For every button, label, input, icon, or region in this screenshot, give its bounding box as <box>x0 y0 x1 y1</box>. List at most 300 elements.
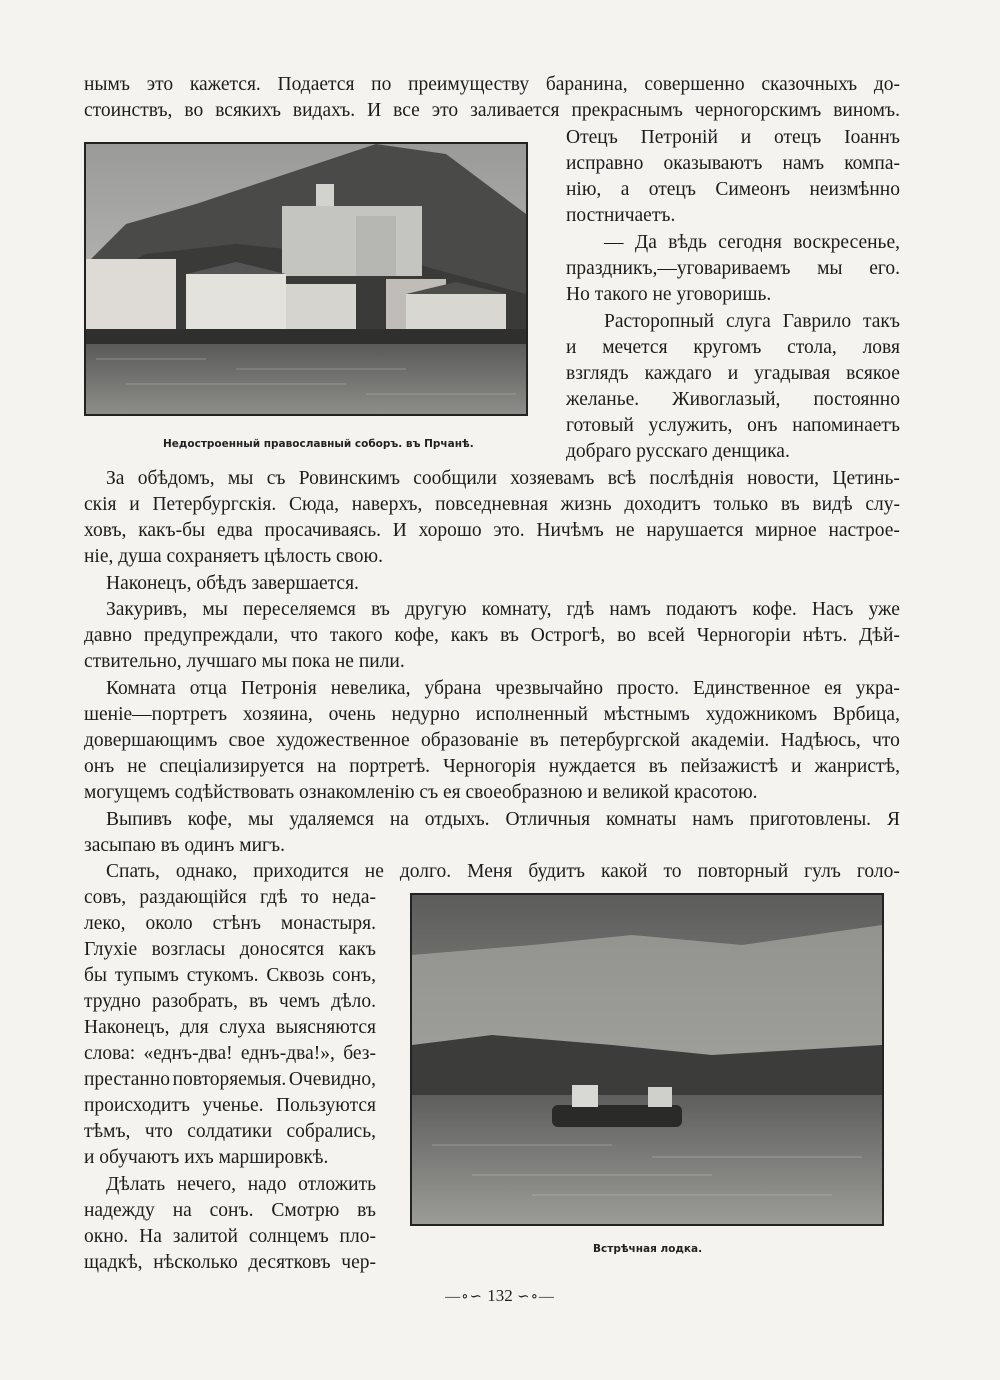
word: выясняются <box>275 1017 376 1038</box>
word: въ <box>371 599 390 620</box>
word: это <box>146 74 174 95</box>
word: Отличныя <box>505 809 591 830</box>
word: въ <box>249 991 268 1012</box>
word: гулъ <box>804 861 841 882</box>
text-line <box>84 72 900 98</box>
word: будитъ <box>528 861 585 882</box>
text-line <box>566 256 900 282</box>
word: совъ, <box>84 887 127 908</box>
word: удаляемся <box>289 809 374 830</box>
word: уже <box>868 599 900 620</box>
line-text: и обучаютъ ихъ маршировкѣ. <box>84 1147 329 1168</box>
word: Черногоріи <box>696 625 791 646</box>
text-line <box>84 780 900 806</box>
word: вѣдь <box>668 232 707 253</box>
word: хозяевамъ <box>510 468 595 489</box>
word: дѣло. <box>331 991 376 1012</box>
word: Закуривъ, <box>106 599 188 620</box>
text-line <box>566 361 900 387</box>
word: тупымъ <box>114 965 179 986</box>
word: Меня <box>467 861 513 882</box>
text-line <box>566 439 900 465</box>
word: Сюда, <box>288 494 339 515</box>
word: жизнь <box>560 494 612 515</box>
word: намъ <box>609 599 651 620</box>
word: престанно <box>84 1069 171 1090</box>
word: нечего, <box>176 1174 237 1195</box>
word: Симеонъ <box>715 179 791 200</box>
word: Подается <box>277 74 355 95</box>
word: леко, <box>84 913 126 934</box>
word: Іоаннъ <box>844 127 900 148</box>
text-line <box>84 1198 376 1224</box>
word: только <box>713 494 769 515</box>
text-line <box>566 335 900 361</box>
word: исправно <box>566 153 644 174</box>
word: мы <box>247 809 274 830</box>
word: не <box>615 520 635 541</box>
word: это <box>431 100 459 121</box>
text-line <box>106 597 900 623</box>
word: Дѣлать <box>106 1174 166 1195</box>
word: Очевидно, <box>288 1069 376 1090</box>
word: тѣмъ, <box>84 1121 131 1142</box>
boat-caption: Встрѣчная лодка. <box>593 1243 703 1255</box>
word: ловя <box>862 337 900 358</box>
word: Наконецъ, <box>84 1017 170 1038</box>
word: еднъ-два!», <box>240 1043 335 1064</box>
word: для <box>179 1017 209 1038</box>
text-line <box>84 754 900 780</box>
word: отца <box>189 678 227 699</box>
word: и <box>566 337 577 358</box>
line-text: ствительно, лучшаго мы пока не пили. <box>84 651 405 672</box>
word: подаютъ <box>666 599 738 620</box>
word: мѣстнымъ <box>603 704 690 725</box>
text-line <box>106 571 900 597</box>
word: чер- <box>341 1252 376 1273</box>
word: сообщили <box>413 468 497 489</box>
word: всѣ <box>607 468 637 489</box>
word: другую <box>405 599 467 620</box>
word: просто. <box>616 678 679 699</box>
word: Гаврило <box>782 311 852 332</box>
word: комнату, <box>481 599 552 620</box>
word: убрана <box>424 678 482 699</box>
word: просачиваясь. <box>264 520 381 541</box>
word: приготовлены. <box>749 809 872 830</box>
word: шеніе—портретъ <box>84 704 228 725</box>
word: то <box>300 887 319 908</box>
word: онъ <box>84 756 115 777</box>
word: укра- <box>855 678 900 699</box>
word: невелика, <box>330 678 411 699</box>
word: и <box>727 363 739 384</box>
word: нымъ <box>84 74 130 95</box>
text-line <box>106 466 900 492</box>
line-text: ніе, душа сохраняетъ цѣлость свою. <box>84 546 383 567</box>
word: что <box>290 625 318 646</box>
text-line <box>84 649 900 675</box>
word: повседневная <box>435 494 548 515</box>
word: напоминаетъ <box>792 415 900 436</box>
line-text: Наконецъ, обѣдъ завершается. <box>106 573 359 594</box>
ornament-right-icon: ∽∘— <box>517 1289 555 1305</box>
word: художественное <box>276 730 410 751</box>
word: мы <box>202 599 228 620</box>
word: На <box>139 1226 162 1247</box>
word: Комната <box>106 678 176 699</box>
word: намъ <box>692 809 734 830</box>
text-line <box>106 1172 376 1198</box>
word: Отецъ <box>566 127 618 148</box>
word: кофе. <box>752 599 797 620</box>
word: съ <box>266 468 286 489</box>
word: Ровинскимъ <box>298 468 400 489</box>
word: кругомъ <box>693 337 762 358</box>
text-line <box>84 1224 376 1250</box>
text-line <box>84 1145 376 1171</box>
word: солдатики <box>187 1121 273 1142</box>
text-line <box>84 98 900 124</box>
word: то <box>663 861 682 882</box>
word: Дѣй- <box>859 625 900 646</box>
text-line <box>84 1119 376 1145</box>
word: неда- <box>332 887 376 908</box>
word: петербургской <box>559 730 680 751</box>
cathedral-photo <box>84 142 528 416</box>
word: слуга <box>726 311 771 332</box>
word: нарушается <box>646 520 744 541</box>
word: всякое <box>846 363 900 384</box>
word: повторный <box>697 861 789 882</box>
word: стѣнъ <box>212 913 261 934</box>
word: кофе, <box>187 809 233 830</box>
text-line <box>84 702 900 728</box>
word: компа- <box>844 153 900 174</box>
word: обѣдомъ, <box>137 468 215 489</box>
word: спеціализируется <box>159 756 305 777</box>
word: Сквозь <box>266 965 325 986</box>
word: праздникъ,—уговариваемъ <box>566 258 791 279</box>
word: готовый <box>566 415 634 436</box>
text-line <box>84 885 376 911</box>
word: нію, <box>566 179 602 200</box>
word: Надѣюсь, <box>780 730 861 751</box>
word: до- <box>873 74 900 95</box>
word: приходится <box>253 861 349 882</box>
text-line <box>604 230 900 256</box>
word: Насъ <box>811 599 854 620</box>
word: нѣтъ. <box>802 625 848 646</box>
word: однако, <box>175 861 238 882</box>
word: мы <box>817 258 843 279</box>
word: хозяина, <box>242 704 313 725</box>
text-line <box>84 911 376 937</box>
word: что <box>144 1121 173 1142</box>
word: все <box>393 100 420 121</box>
word: Ничѣмъ <box>536 520 604 541</box>
word: нѣсколько <box>153 1252 238 1273</box>
text-line <box>84 1250 376 1276</box>
word: надежду <box>84 1200 155 1221</box>
word: Глухіе <box>84 939 138 960</box>
word: повторяемыя. <box>172 1069 287 1090</box>
word: гдѣ <box>260 887 288 908</box>
word: это. <box>493 520 525 541</box>
word: и <box>129 494 140 515</box>
word: ховъ, <box>84 520 127 541</box>
word: сказочныхъ <box>761 74 858 95</box>
word: оказываютъ <box>663 153 763 174</box>
word: баранина, <box>545 74 628 95</box>
word: Врбица, <box>832 704 900 725</box>
word: новости, <box>747 468 820 489</box>
word: И <box>392 520 407 541</box>
text-line <box>106 676 900 702</box>
word: каждаго <box>644 363 712 384</box>
word: довершающимъ <box>84 730 218 751</box>
text-line <box>84 623 900 649</box>
word: черногорскимъ <box>694 100 822 121</box>
word: Пользуются <box>276 1095 376 1116</box>
word: не <box>127 756 147 777</box>
line-text: постничаетъ. <box>566 205 676 226</box>
word: Да <box>634 232 657 253</box>
word: не <box>364 861 384 882</box>
word: монастыря. <box>280 913 376 934</box>
word: Расторопный <box>604 311 715 332</box>
word: скія <box>84 494 117 515</box>
word: и <box>791 756 802 777</box>
text-line <box>84 1015 376 1041</box>
word: отецъ <box>774 127 822 148</box>
text-line <box>604 309 900 335</box>
word: кофе, <box>394 625 439 646</box>
word: Единственное <box>692 678 811 699</box>
word: ученье. <box>202 1095 264 1116</box>
text-line <box>84 1067 376 1093</box>
word: онъ <box>747 415 778 436</box>
word: пло- <box>339 1226 376 1247</box>
page-footer <box>0 1286 1000 1306</box>
word: въ <box>529 730 549 751</box>
line-text: Но такого не уговоришь. <box>566 284 772 305</box>
word: слу- <box>865 494 900 515</box>
word: надо <box>247 1174 287 1195</box>
word: долго. <box>399 861 452 882</box>
text-line <box>566 282 900 308</box>
word: кажется. <box>189 74 261 95</box>
word: всякихъ <box>215 100 281 121</box>
text-line <box>84 518 900 544</box>
word: сонъ. <box>209 1200 254 1221</box>
word: жанристѣ, <box>814 756 900 777</box>
word: голо- <box>856 861 900 882</box>
word: совершенно <box>644 74 745 95</box>
word: на <box>172 1200 192 1221</box>
line-text: добраго русскаго денщика. <box>566 441 790 462</box>
word: слуха <box>219 1017 266 1038</box>
word: намъ <box>782 153 825 174</box>
text-line <box>84 728 900 754</box>
text-line <box>566 387 900 413</box>
word: — <box>604 232 624 253</box>
word: Петронія <box>240 678 317 699</box>
word: доносятся <box>239 939 325 960</box>
word: Смотрю <box>271 1200 340 1221</box>
word: залитой <box>172 1226 238 1247</box>
word: на <box>317 756 337 777</box>
word: во <box>184 100 204 121</box>
word: въ <box>780 494 800 515</box>
word: Я <box>886 809 900 830</box>
word: такъ <box>863 311 900 332</box>
word: едва <box>216 520 253 541</box>
cathedral-caption: Недостроенный православный соборъ. въ Прчанѣ. <box>163 438 474 450</box>
word: преимуществу <box>408 74 530 95</box>
word: предупреждали, <box>143 625 279 646</box>
text-line <box>84 963 376 989</box>
text-line <box>566 177 900 203</box>
word: окно. <box>84 1226 129 1247</box>
word: раздающійся <box>139 887 247 908</box>
word: заливается <box>470 100 560 121</box>
word: солнцемъ <box>248 1226 329 1247</box>
word: въ <box>357 1200 376 1221</box>
line-text: могущемъ содѣйствовать ознакомленію съ ея своеобразною и великой красотою. <box>84 782 758 803</box>
word: какой <box>600 861 648 882</box>
word: Острогѣ, <box>530 625 606 646</box>
word: хорошо <box>418 520 482 541</box>
word: какъ <box>338 939 376 960</box>
word: Петербургскія. <box>152 494 277 515</box>
word: сегодня <box>718 232 782 253</box>
text-line <box>84 989 376 1015</box>
word: Цетинь- <box>832 468 900 489</box>
word: собрались, <box>286 1121 376 1142</box>
word: ея <box>824 678 842 699</box>
word: недурно <box>391 704 460 725</box>
word: доходитъ <box>624 494 701 515</box>
word: воскресенье, <box>793 232 900 253</box>
text-line <box>106 807 900 833</box>
word: Спать, <box>106 861 160 882</box>
boat-photo <box>410 893 884 1226</box>
word: исполненный <box>475 704 588 725</box>
word: неизмѣнно <box>809 179 900 200</box>
word: услужить, <box>648 415 733 436</box>
page-number: 132 <box>487 1286 513 1305</box>
word: портретѣ. <box>349 756 431 777</box>
word: гдѣ <box>566 599 595 620</box>
word: желанье. <box>566 389 640 410</box>
word: отложить <box>298 1174 376 1195</box>
word: его. <box>869 258 900 279</box>
word: какъ <box>450 625 489 646</box>
word: мы <box>227 468 254 489</box>
word: а <box>620 179 630 200</box>
word: И <box>367 100 382 121</box>
word: щадкѣ, <box>84 1252 143 1273</box>
word: бы <box>84 965 108 986</box>
word: Живоглазый, <box>672 389 781 410</box>
word: стукомъ. <box>186 965 259 986</box>
word: взглядъ <box>566 363 629 384</box>
word: десятковъ <box>248 1252 331 1273</box>
word: мирное <box>755 520 817 541</box>
text-line <box>566 203 900 229</box>
word: нуждается <box>548 756 636 777</box>
word: во <box>617 625 636 646</box>
word: отдыхъ. <box>424 809 490 830</box>
word: свое <box>228 730 265 751</box>
text-line <box>566 125 900 151</box>
ornament-left-icon: —∘∽ <box>445 1289 483 1305</box>
word: происходитъ <box>84 1095 190 1116</box>
word: видѣ <box>812 494 853 515</box>
word: постоянно <box>813 389 900 410</box>
text-line <box>106 859 900 885</box>
word: академіи. <box>691 730 770 751</box>
word: на <box>389 809 409 830</box>
word: около <box>145 913 193 934</box>
word: видахъ. <box>292 100 356 121</box>
word: такого <box>329 625 383 646</box>
word: чемъ <box>279 991 320 1012</box>
word: переселяемся <box>243 599 356 620</box>
word: давно <box>84 625 132 646</box>
word: какъ-бы <box>138 520 206 541</box>
word: За <box>106 468 125 489</box>
word: комнаты <box>605 809 677 830</box>
word: Петроній <box>640 127 718 148</box>
word: сонъ, <box>332 965 376 986</box>
word: стоинствъ, <box>84 100 173 121</box>
word: без- <box>343 1043 376 1064</box>
word: что <box>872 730 900 751</box>
word: угадывая <box>754 363 831 384</box>
word: и <box>740 127 752 148</box>
word: разобрать, <box>152 991 238 1012</box>
text-line <box>84 492 900 518</box>
word: стола, <box>787 337 837 358</box>
word: мечется <box>602 337 668 358</box>
text-line <box>84 1093 376 1119</box>
word: настрое- <box>828 520 900 541</box>
word: отецъ <box>648 179 696 200</box>
text-line <box>566 413 900 439</box>
word: въ <box>648 756 668 777</box>
word: образованіе <box>420 730 519 751</box>
text-line <box>84 833 900 859</box>
word: по <box>371 74 392 95</box>
word: слова: <box>84 1043 136 1064</box>
word: послѣднія <box>649 468 734 489</box>
word: Выпивъ <box>106 809 172 830</box>
word: «еднъ-два! <box>143 1043 233 1064</box>
word: прекраснымъ <box>571 100 683 121</box>
word: чрезвычайно <box>495 678 603 699</box>
word: въ <box>500 625 519 646</box>
word: всей <box>647 625 685 646</box>
word: возгласы <box>151 939 226 960</box>
word: виномъ. <box>833 100 900 121</box>
text-line <box>84 937 376 963</box>
line-text: засыпаю въ одинъ мигъ. <box>84 835 285 856</box>
text-line <box>84 544 900 570</box>
word: пейзажистѣ <box>680 756 779 777</box>
